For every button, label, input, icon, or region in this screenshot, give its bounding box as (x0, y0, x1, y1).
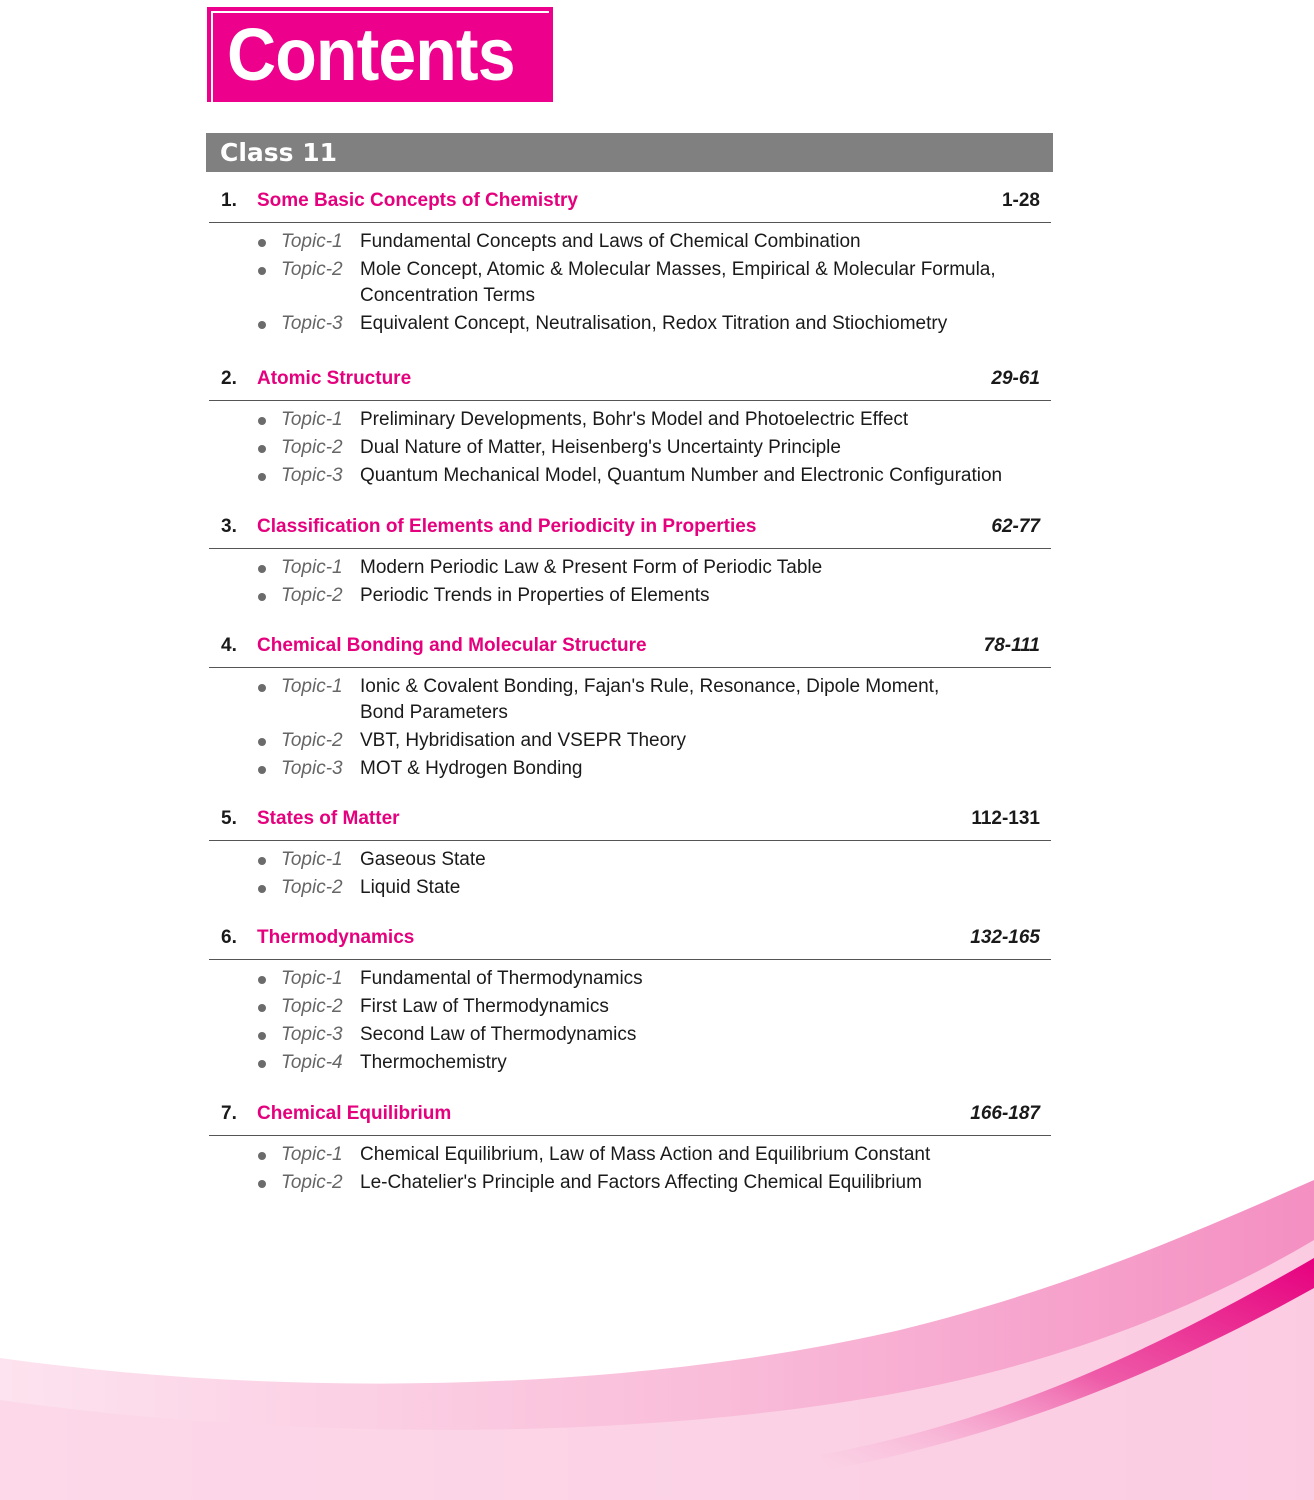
bullet-icon (258, 267, 266, 275)
chapter-1 (209, 186, 1051, 339)
bullet-icon (258, 1152, 266, 1160)
topic-item (209, 257, 1051, 309)
bullet-icon (258, 445, 266, 453)
topic-item (209, 311, 1051, 337)
topic-list (209, 549, 1051, 609)
chapter-title[interactable]: Chemical Equilibrium (257, 1103, 452, 1124)
chapter-pages: 132-165 (970, 927, 1040, 948)
bullet-icon (258, 857, 266, 865)
topic-list (209, 841, 1051, 901)
bullet-icon (258, 885, 266, 893)
topic-label: Topic-2 (281, 1172, 343, 1193)
topic-item (209, 435, 1051, 461)
bullet-icon (258, 738, 266, 746)
topic-item (209, 994, 1051, 1020)
topic-label: Topic-3 (281, 313, 343, 334)
chapter-pages: 29-61 (991, 368, 1040, 389)
topic-item (209, 1142, 1051, 1168)
topic-text: MOT & Hydrogen Bonding (360, 758, 583, 779)
chapter-title[interactable]: Thermodynamics (257, 927, 415, 948)
topic-list (209, 223, 1051, 337)
bullet-icon (258, 1004, 266, 1012)
topic-text: Second Law of Thermodynamics (360, 1024, 637, 1045)
chapter-pages: 112-131 (971, 808, 1040, 829)
chapter-number: 1. (221, 190, 237, 211)
topic-text: Ionic & Covalent Bonding, Fajan's Rule, Resonance, Dipole Moment, Bond Parameters (360, 676, 940, 723)
bullet-icon (258, 417, 266, 425)
topic-label: Topic-1 (281, 231, 343, 252)
chapter-header (209, 186, 1051, 223)
topic-label: Topic-4 (281, 1052, 343, 1073)
chapter-2 (209, 364, 1051, 491)
chapter-5 (209, 804, 1051, 903)
topic-text: Modern Periodic Law & Present Form of Periodic Table (360, 557, 823, 578)
topic-label: Topic-2 (281, 996, 343, 1017)
topic-text: Quantum Mechanical Model, Quantum Number and Electronic Configuration (360, 465, 1003, 486)
topic-text: Thermochemistry (360, 1052, 507, 1073)
topic-text: Mole Concept, Atomic & Molecular Masses, Empirical & Molecular Formula, Concentration Terms (360, 259, 996, 306)
topic-text: Equivalent Concept, Neutralisation, Redox Titration and Stiochiometry (360, 313, 948, 334)
bullet-icon (258, 1032, 266, 1040)
chapter-header (209, 923, 1051, 960)
topic-item (209, 728, 1051, 754)
chapter-header (209, 804, 1051, 841)
bullet-icon (258, 593, 266, 601)
topic-label: Topic-1 (281, 557, 343, 578)
chapter-number: 4. (221, 635, 237, 656)
bullet-icon (258, 565, 266, 573)
bullet-icon (258, 766, 266, 774)
bullet-icon (258, 321, 266, 329)
chapter-title[interactable]: Classification of Elements and Periodicity in Properties (257, 516, 757, 537)
chapter-pages: 78-111 (983, 635, 1040, 656)
topic-item (209, 756, 1051, 782)
topic-text: Preliminary Developments, Bohr's Model and Photoelectric Effect (360, 409, 909, 430)
chapter-header (209, 512, 1051, 549)
topic-label: Topic-2 (281, 585, 343, 606)
chapter-title[interactable]: States of Matter (257, 808, 400, 829)
chapter-number: 6. (221, 927, 237, 948)
bullet-icon (258, 976, 266, 984)
topic-label: Topic-3 (281, 1024, 343, 1045)
chapter-4 (209, 631, 1051, 784)
topic-item (209, 1022, 1051, 1048)
chapter-header (209, 631, 1051, 668)
topic-label: Topic-1 (281, 676, 343, 697)
topic-item (209, 463, 1051, 489)
page-title-box (207, 7, 553, 102)
chapter-pages: 1-28 (1001, 190, 1040, 211)
topic-item (209, 674, 1051, 726)
chapter-header (209, 364, 1051, 401)
topic-label: Topic-2 (281, 730, 343, 751)
topic-text: Dual Nature of Matter, Heisenberg's Uncertainty Principle (360, 437, 841, 458)
section-header (206, 133, 1053, 172)
chapter-number: 2. (221, 368, 237, 389)
chapter-6 (209, 923, 1051, 1078)
chapter-number: 3. (221, 516, 237, 537)
topic-item (209, 847, 1051, 873)
bullet-icon (258, 239, 266, 247)
topic-label: Topic-3 (281, 758, 343, 779)
topic-text: Chemical Equilibrium, Law of Mass Action and Equilibrium Constant (360, 1144, 931, 1165)
page-title: Contents (227, 13, 515, 96)
topic-label: Topic-2 (281, 259, 343, 280)
chapter-pages: 166-187 (970, 1103, 1040, 1124)
chapter-number: 5. (221, 808, 237, 829)
bullet-icon (258, 473, 266, 481)
topic-label: Topic-2 (281, 877, 343, 898)
section-header-label: Class 11 (220, 138, 338, 167)
topic-text: VBT, Hybridisation and VSEPR Theory (360, 730, 686, 751)
topic-text: Le-Chatelier's Principle and Factors Affecting Chemical Equilibrium (360, 1172, 922, 1193)
topic-label: Topic-1 (281, 968, 343, 989)
topic-list (209, 960, 1051, 1076)
topic-item (209, 583, 1051, 609)
chapter-3 (209, 512, 1051, 611)
topic-label: Topic-3 (281, 465, 343, 486)
topic-label: Topic-1 (281, 1144, 343, 1165)
bullet-icon (258, 1060, 266, 1068)
topic-item (209, 555, 1051, 581)
topic-item (209, 407, 1051, 433)
topic-item (209, 1050, 1051, 1076)
topic-item (209, 229, 1051, 255)
chapter-title[interactable]: Atomic Structure (257, 368, 412, 389)
topic-label: Topic-1 (281, 849, 343, 870)
topic-text: Liquid State (360, 877, 461, 898)
topic-list (209, 401, 1051, 489)
topic-item (209, 875, 1051, 901)
chapter-header (209, 1099, 1051, 1136)
topic-label: Topic-1 (281, 409, 343, 430)
chapter-number: 7. (221, 1103, 237, 1124)
topic-text: Periodic Trends in Properties of Elements (360, 585, 710, 606)
topic-label: Topic-2 (281, 437, 343, 458)
chapter-title[interactable]: Some Basic Concepts of Chemistry (257, 190, 578, 211)
topic-text: Fundamental Concepts and Laws of Chemical Combination (360, 231, 861, 252)
topic-text: Fundamental of Thermodynamics (360, 968, 643, 989)
chapter-title[interactable]: Chemical Bonding and Molecular Structure (257, 635, 647, 656)
topic-item (209, 966, 1051, 992)
topic-text: Gaseous State (360, 849, 486, 870)
topic-list (209, 668, 1051, 782)
bullet-icon (258, 684, 266, 692)
topic-text: First Law of Thermodynamics (360, 996, 609, 1017)
chapter-pages: 62-77 (991, 516, 1040, 537)
decorative-wave (0, 1170, 1314, 1500)
